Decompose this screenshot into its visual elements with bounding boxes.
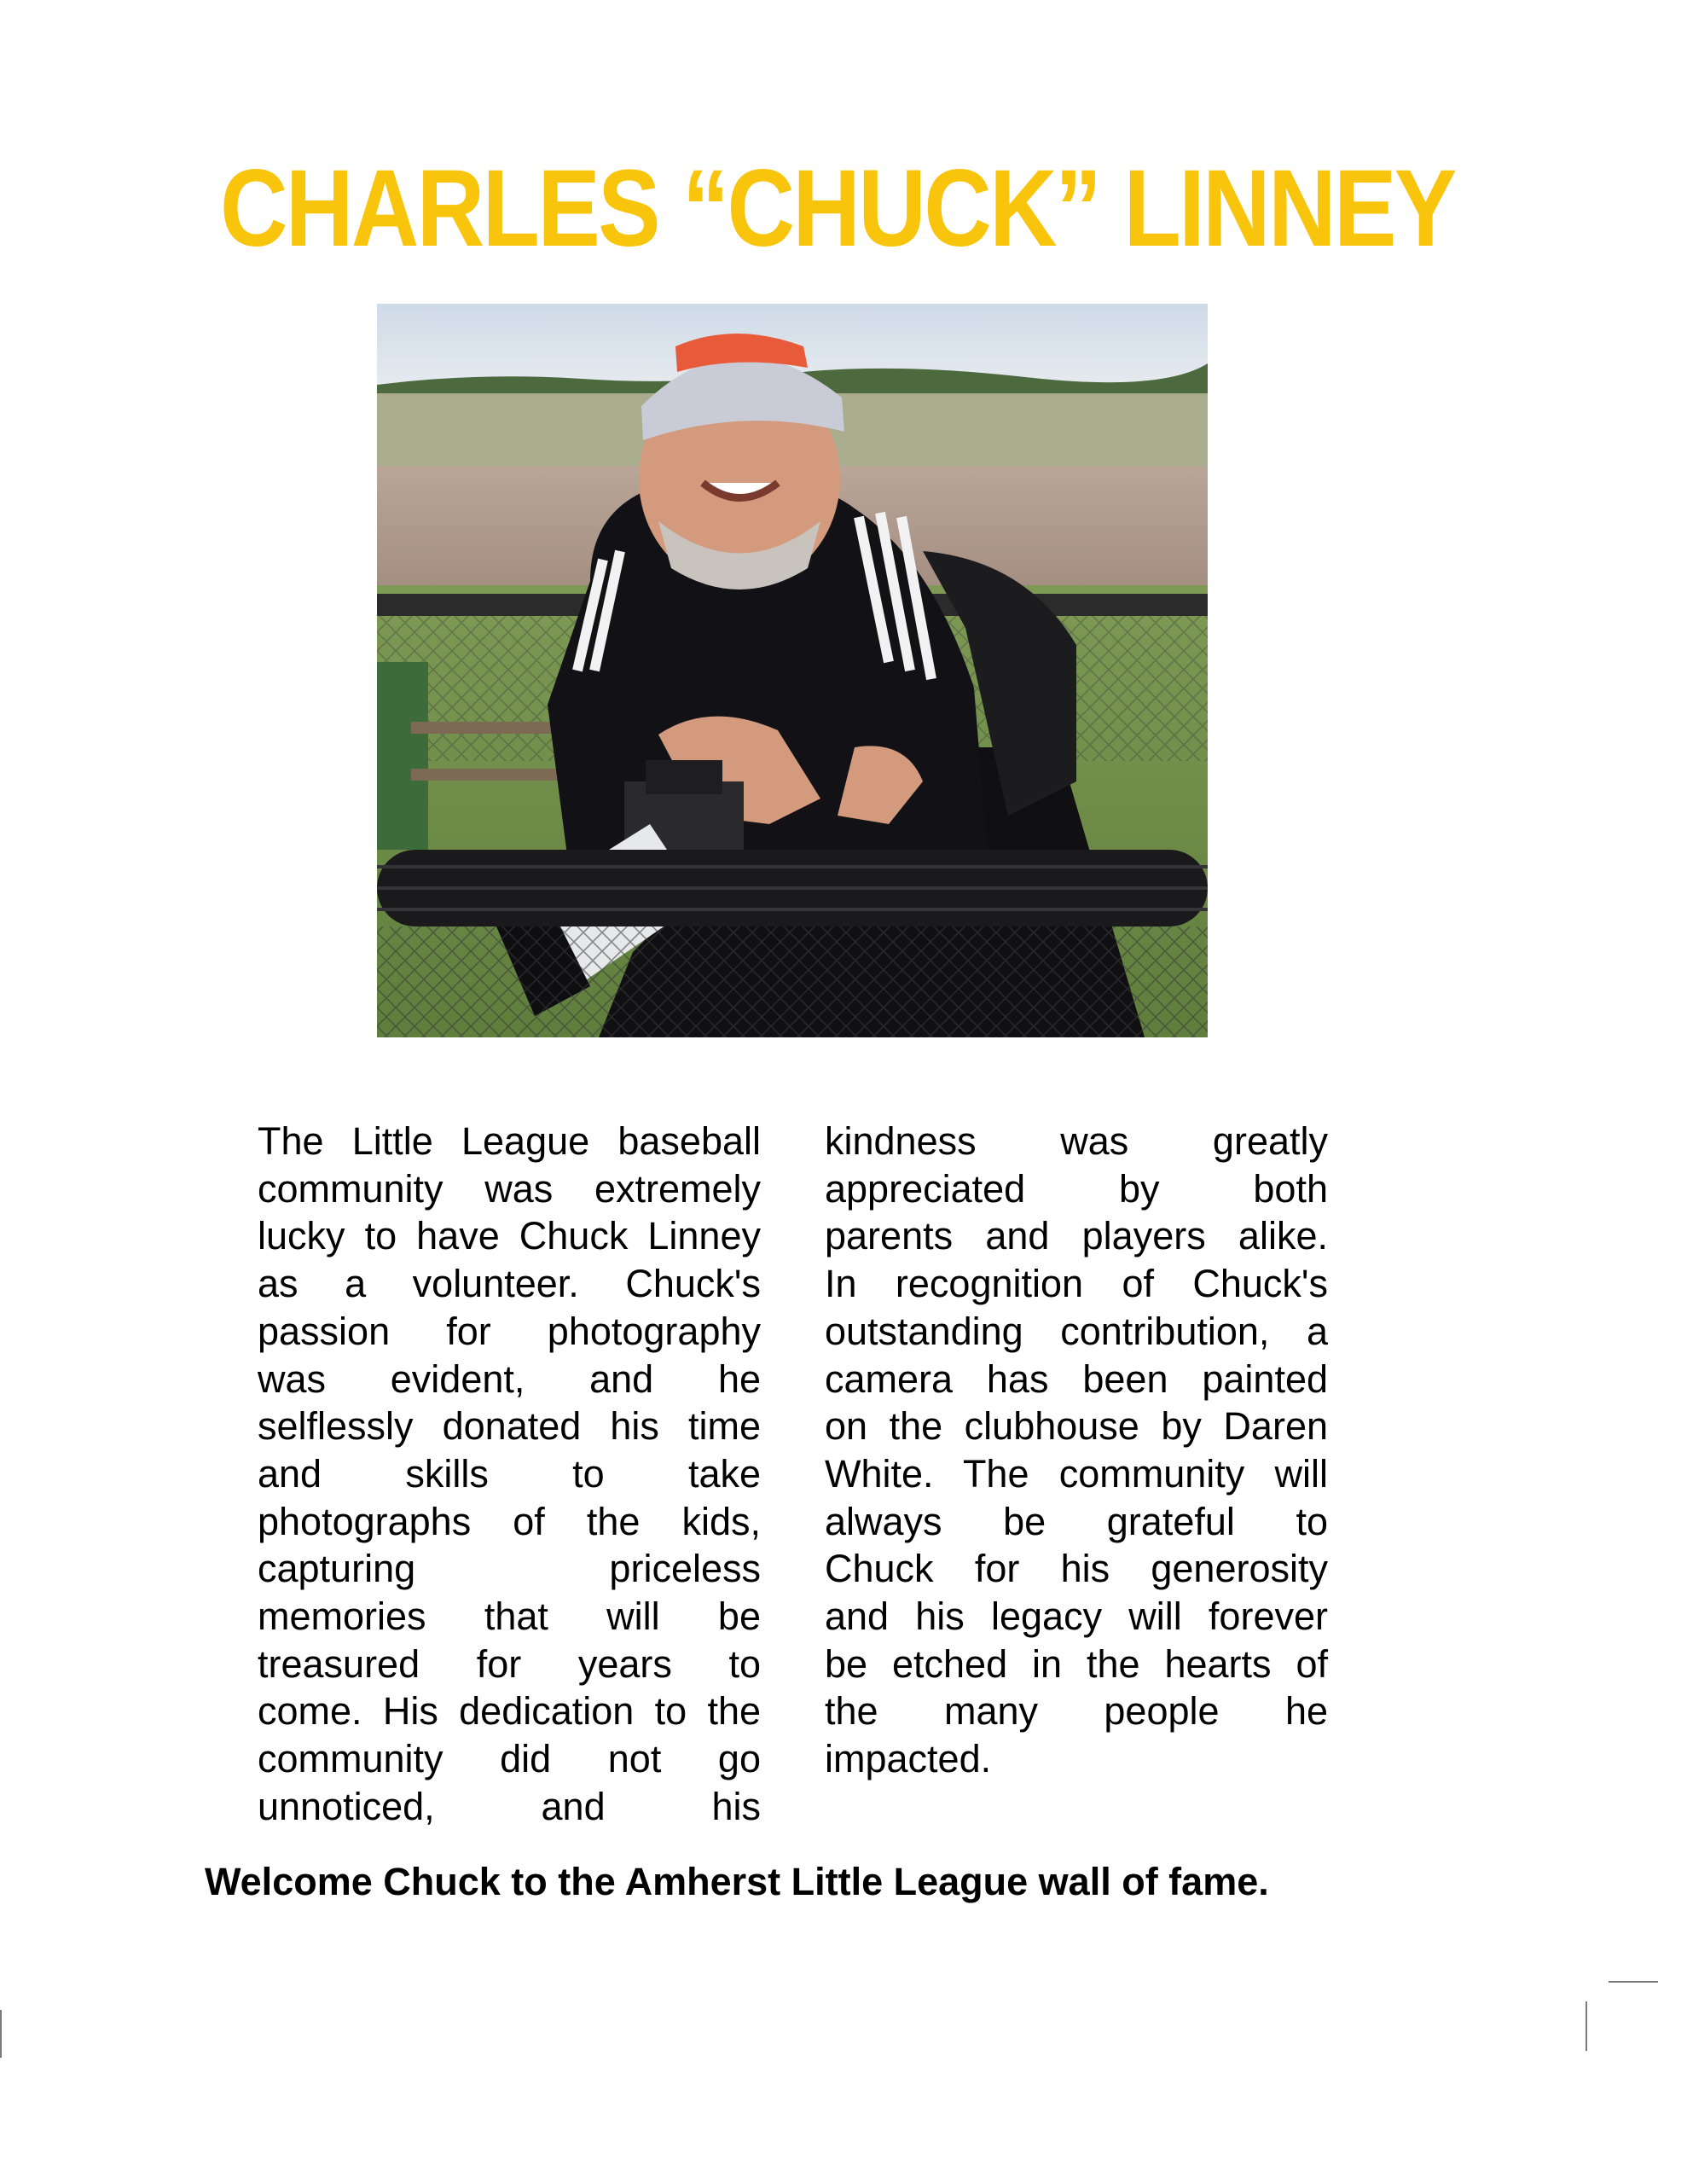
body-line: always be grateful to [825,1499,1328,1543]
body-line: and skills to take [258,1451,761,1496]
body-line: as a volunteer. Chuck's [258,1262,761,1306]
body-line: community did not go [258,1737,761,1781]
body-line: kindness was greatly [825,1119,1328,1163]
body-line: lucky to have Chuck Linney [258,1214,761,1258]
body-line: camera has been painted [825,1356,1328,1401]
body-line: on the clubhouse by Daren [825,1404,1328,1449]
body-line: was evident, and he [258,1356,761,1401]
body-text-right-column [825,1118,1328,1783]
portrait-photo-illustration [377,304,1208,1037]
body-line: passion for photography [258,1309,761,1353]
body-line: and his legacy will forever [825,1594,1328,1639]
crop-mark [1609,1981,1658,1983]
body-line: White. The community will [825,1451,1328,1496]
body-line: photographs of the kids, [258,1499,761,1543]
body-line: In recognition of Chuck's [825,1262,1328,1306]
body-line: outstanding contribution, a [825,1309,1328,1353]
body-line: Chuck for his generosity [825,1547,1328,1591]
body-line: unnoticed, and his [258,1784,761,1828]
closing-statement: Welcome Chuck to the Amherst Little League wall of fame. [205,1860,1269,1903]
body-line: come. His dedication to the [258,1689,761,1734]
body-line: memories that will be [258,1594,761,1639]
page-title: CHARLES “CHUCK” LINNEY [220,148,1455,270]
portrait-photo [377,304,1208,1037]
crop-mark [0,2010,2,2058]
body-line: community was extremely [258,1166,761,1211]
body-line: the many people he [825,1689,1328,1734]
body-line: The Little League baseball [258,1119,761,1163]
body-text-left-column [258,1118,761,1831]
body-line: impacted. [825,1737,992,1781]
body-line: capturing priceless [258,1547,761,1591]
body-line: parents and players alike. [825,1214,1328,1258]
body-line: be etched in the hearts of [825,1641,1328,1686]
crop-mark [1586,2001,1587,2051]
body-line: appreciated by both [825,1166,1328,1211]
body-line: treasured for years to [258,1641,761,1686]
body-line: selflessly donated his time [258,1404,761,1449]
